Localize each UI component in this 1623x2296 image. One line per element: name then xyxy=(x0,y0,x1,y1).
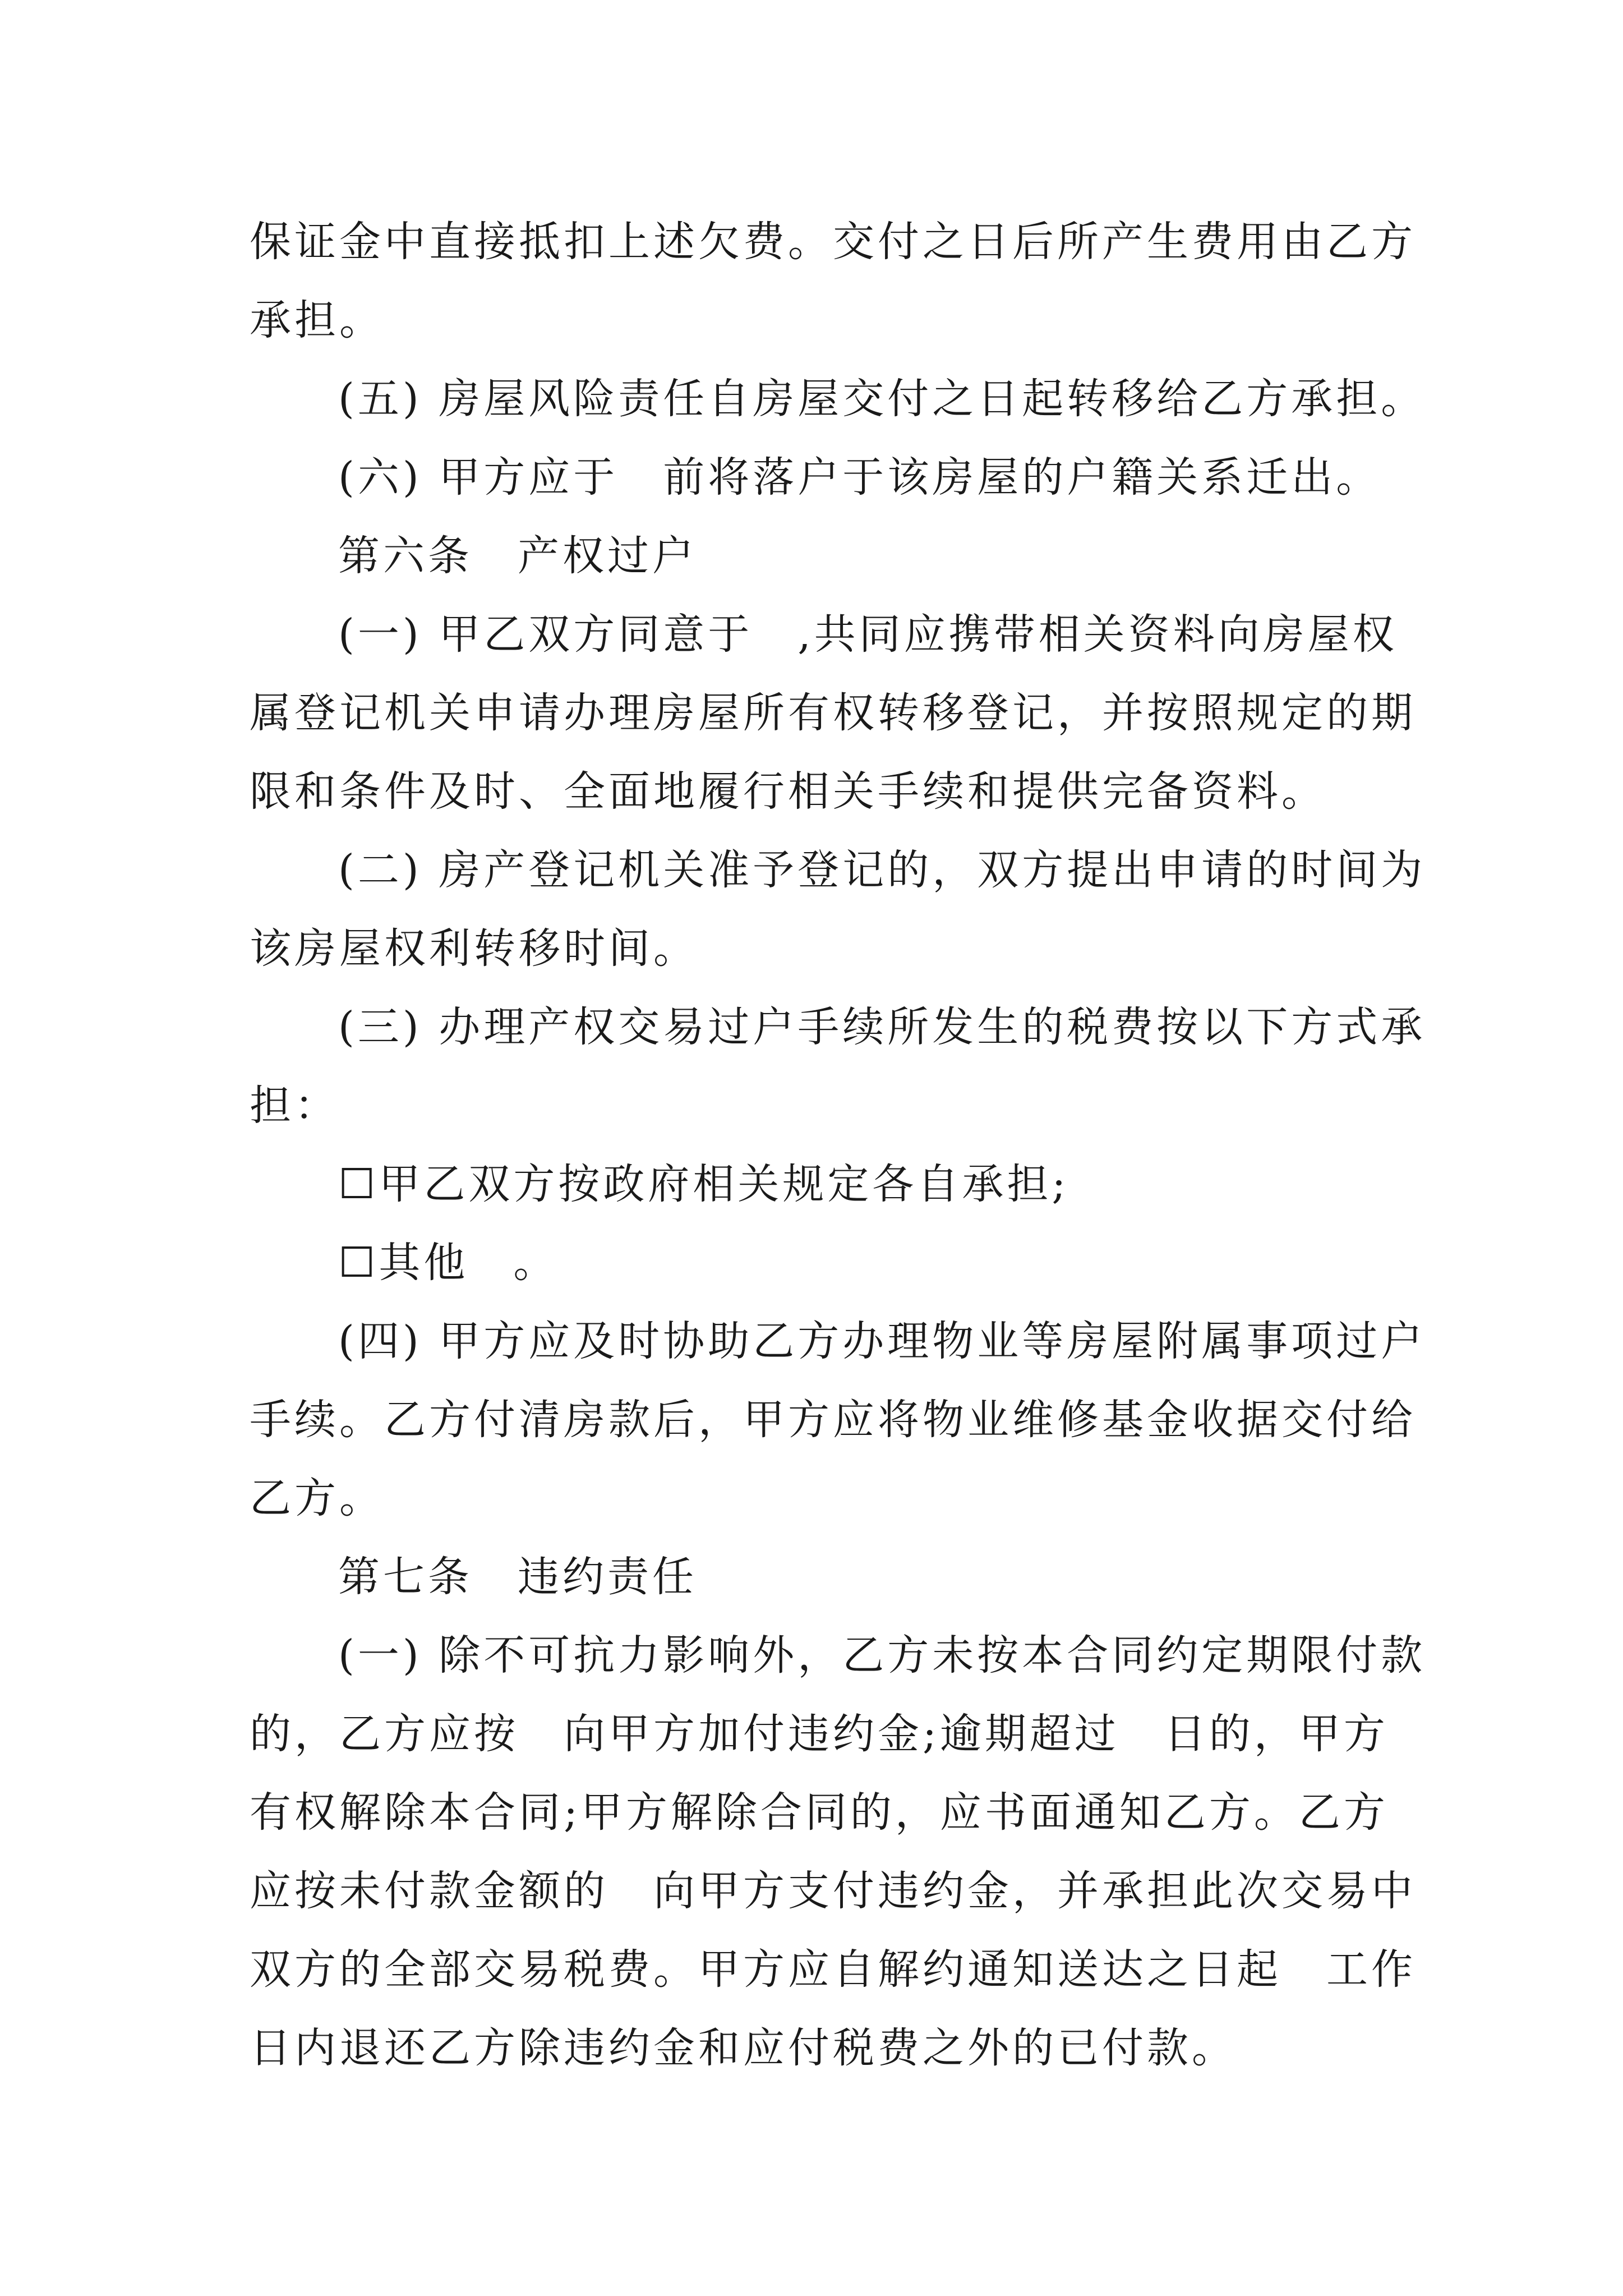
text-line: 保证金中直接抵扣上述欠费。交付之日后所产生费用由乙方 xyxy=(250,218,1416,266)
article-7-heading: 第七条 违约责任 xyxy=(338,1553,697,1601)
text-line: 限和条件及时、全面地履行相关手续和提供完备资料。 xyxy=(250,767,1326,816)
option-checkbox-other: ☐其他 。 xyxy=(338,1239,559,1287)
clause-5-6: (六) 甲方应于 前将落户于该房屋的户籍关系迁出。 xyxy=(338,453,1381,501)
text-line: 乙方。 xyxy=(250,1474,384,1522)
option-checkbox-government: ☐甲乙双方按政府相关规定各自承担; xyxy=(338,1160,1069,1208)
clause-6-3: (三) 办理产权交易过户手续所发生的税费按以下方式承 xyxy=(338,1003,1426,1051)
text-line: 承担。 xyxy=(250,296,384,344)
clause-6-2: (二) 房产登记机关准予登记的，双方提出申请的时间为 xyxy=(338,846,1426,894)
text-line: 有权解除本合同;甲方解除合同的，应书面通知乙方。乙方 xyxy=(250,1788,1389,1837)
text-line: 担： xyxy=(250,1082,339,1130)
text-line: 双方的全部交易税费。甲方应自解约通知送达之日起 工作 xyxy=(250,1945,1416,1994)
text-line: 应按未付款金额的 向甲方支付违约金，并承担此次交易中 xyxy=(250,1867,1416,1915)
text-line: 手续。乙方付清房款后，甲方应将物业维修基金收据交付给 xyxy=(250,1396,1416,1444)
clause-6-4: (四) 甲方应及时协助乙方办理物业等房屋附属事项过户 xyxy=(338,1317,1426,1365)
clause-6-1: (一) 甲乙双方同意于 ,共同应携带相关资料向房屋权 xyxy=(338,610,1398,659)
text-line: 日内退还乙方除违约金和应付税费之外的已付款。 xyxy=(250,2024,1237,2072)
clause-5-5: (五) 房屋风险责任自房屋交付之日起转移给乙方承担。 xyxy=(338,375,1426,423)
text-line: 的，乙方应按 向甲方加付违约金;逾期超过 日的，甲方 xyxy=(250,1710,1389,1758)
text-line: 属登记机关申请办理房屋所有权转移登记，并按照规定的期 xyxy=(250,689,1416,737)
article-6-heading: 第六条 产权过户 xyxy=(338,532,697,580)
clause-7-1: (一) 除不可抗力影响外，乙方未按本合同约定期限付款 xyxy=(338,1631,1426,1680)
text-line: 该房屋权利转移时间。 xyxy=(250,924,698,973)
